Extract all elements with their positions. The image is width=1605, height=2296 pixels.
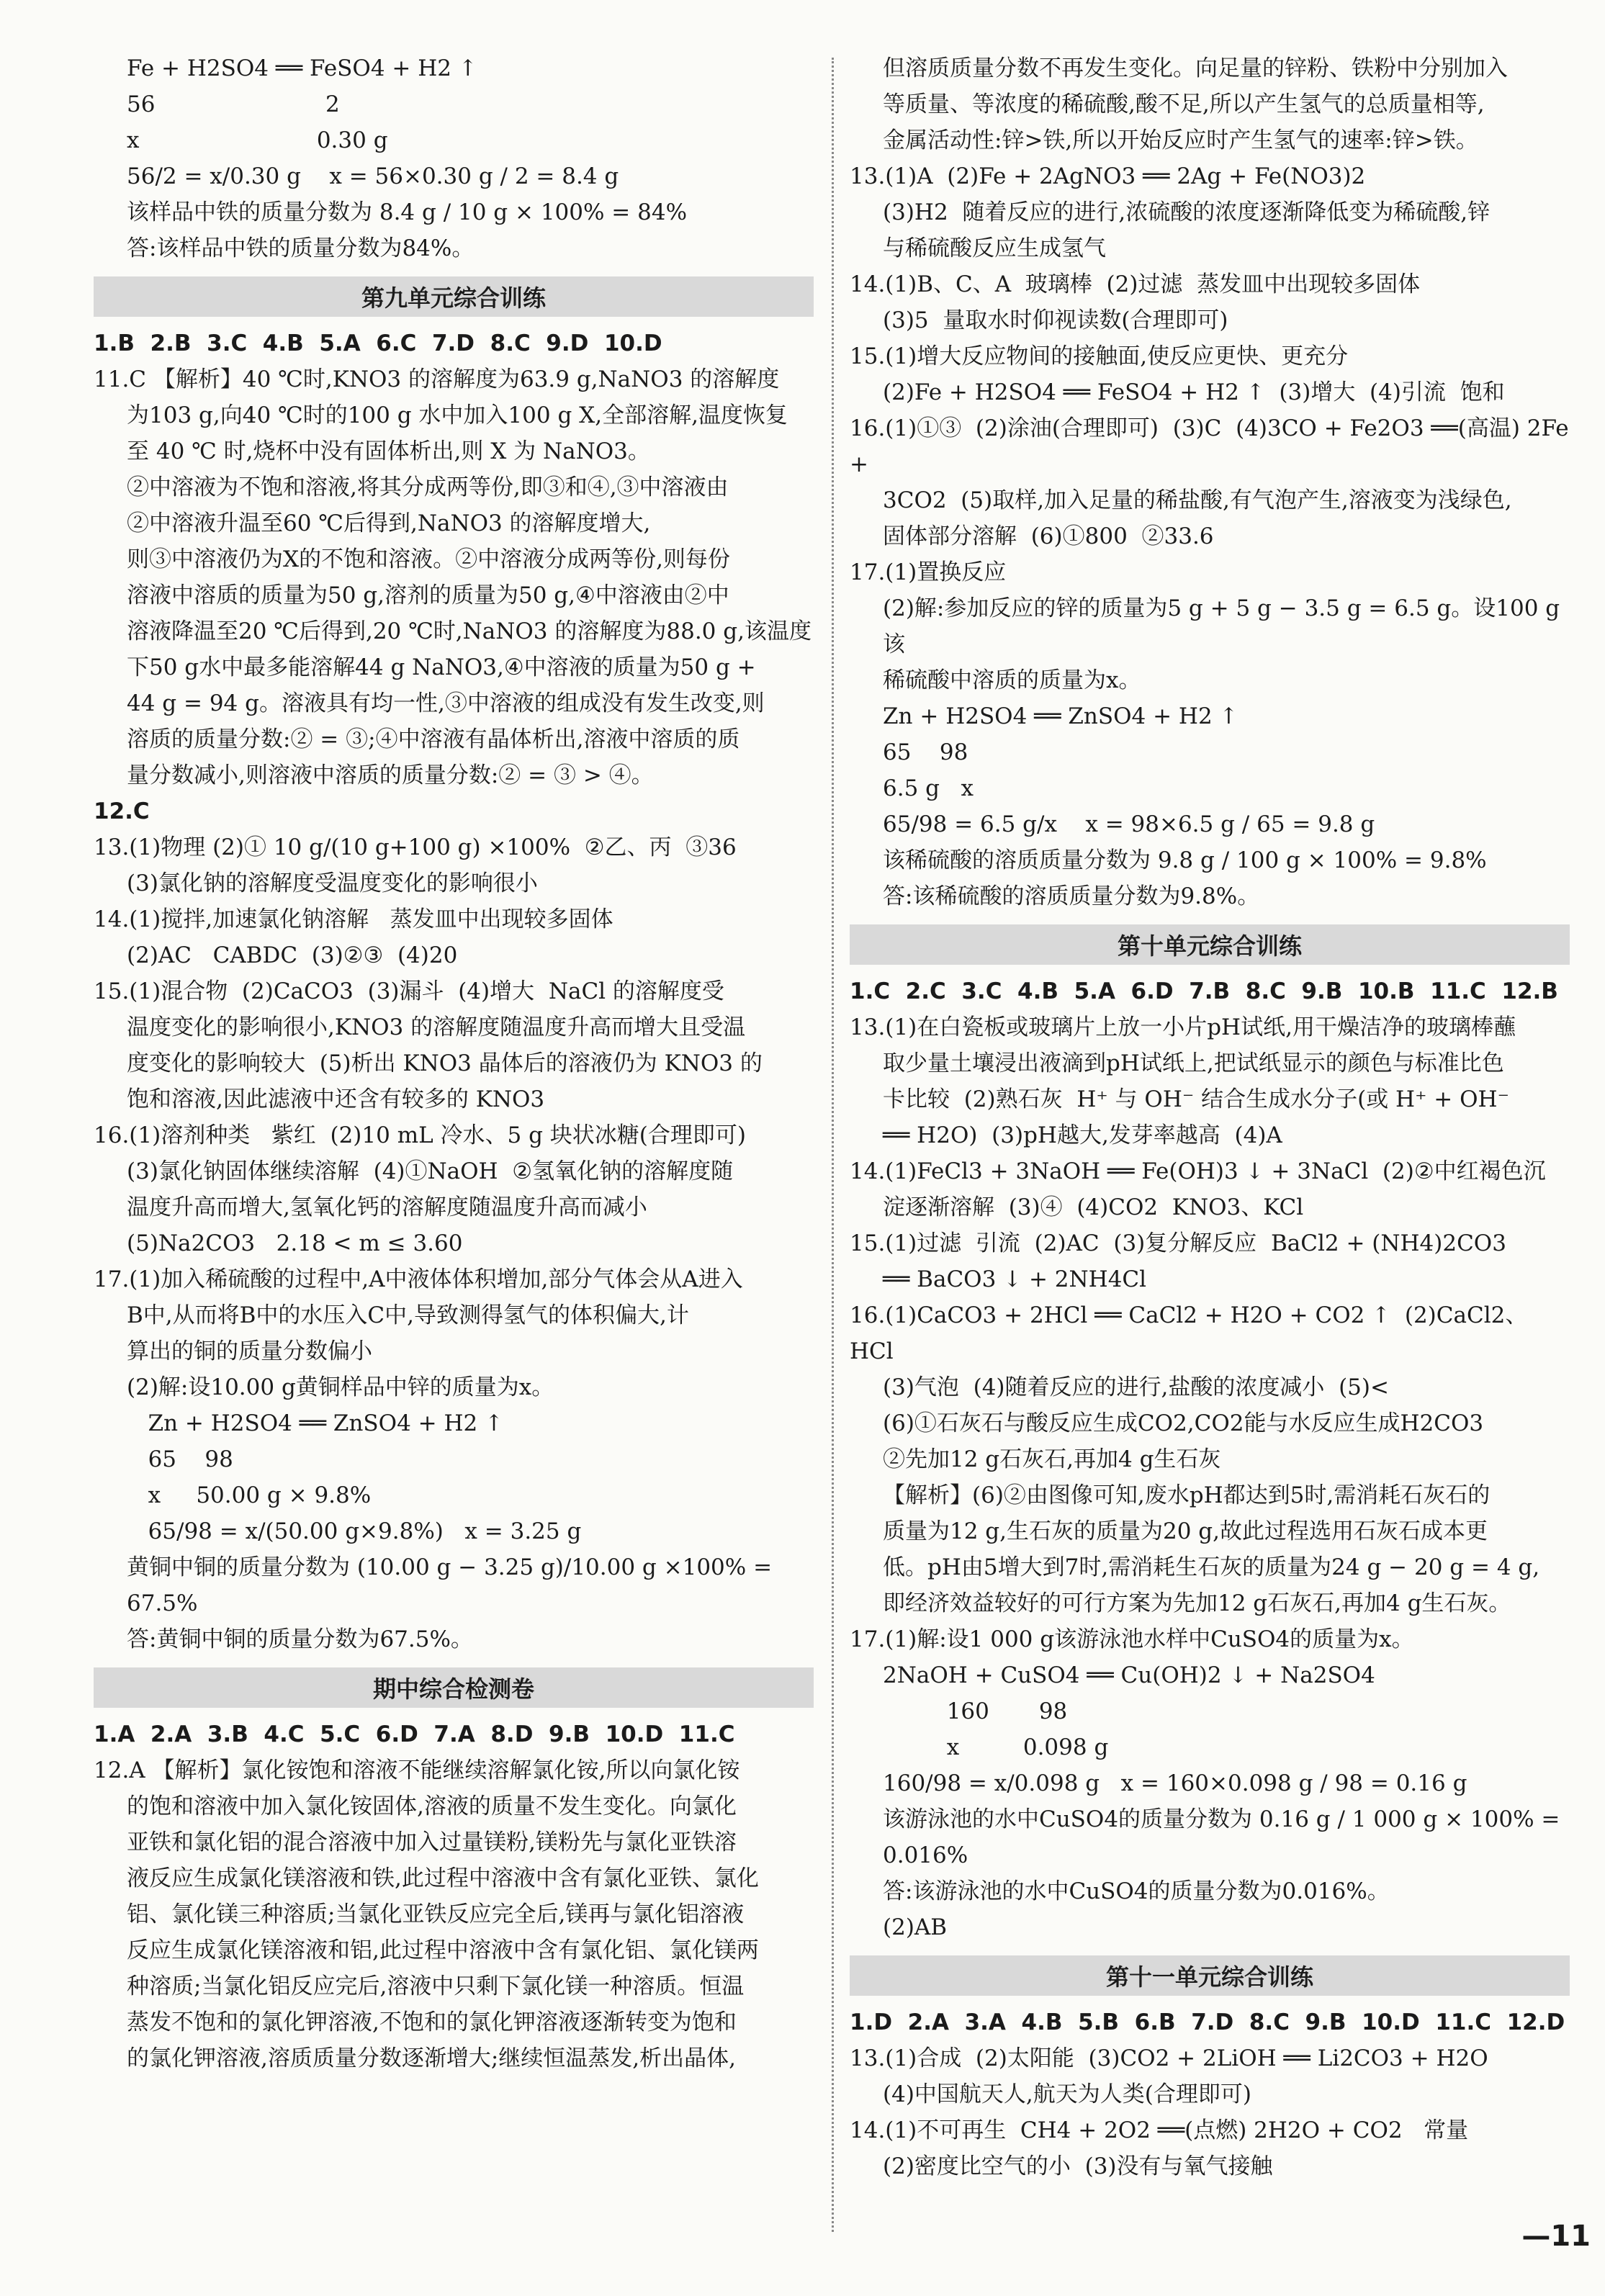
text-line: 14.(1)B、C、A 玻璃棒 (2)过滤 蒸发皿中出现较多固体: [850, 271, 1421, 297]
text-line: 铝、氯化镁三种溶质;当氯化亚铁反应完全后,镁再与氯化铝溶液: [127, 1901, 745, 1927]
text-line: (3)气泡 (4)随着反应的进行,盐酸的浓度减小 (5)<: [883, 1374, 1389, 1400]
text-line: x 0.098 g: [883, 1734, 1109, 1760]
text-line: 低。pH由5增大到7时,需消耗生石灰的质量为24 g − 20 g = 4 g,: [883, 1554, 1540, 1580]
text-line: 下50 g水中最多能溶解44 g NaNO3,④中溶液的质量为50 g +: [127, 654, 756, 680]
text-line: 饱和溶液,因此滤液中还含有较多的 KNO3: [127, 1086, 545, 1112]
text-line: 2NaOH + CuSO4 ══ Cu(OH)2 ↓ + Na2SO4: [883, 1662, 1375, 1688]
text-line: (2)AB: [883, 1914, 948, 1940]
text-line: 溶液中溶质的质量为50 g,溶剂的质量为50 g,④中溶液由②中: [127, 582, 729, 608]
text-line: (2)AC CABDC (3)②③ (4)20: [127, 942, 458, 968]
text-line: (2)Fe + H2SO4 ══ FeSO4 + H2 ↑ (3)增大 (4)引流 饱和: [883, 379, 1505, 405]
text-line: 160/98 = x/0.098 g x = 160×0.098 g / 98 = 0.16 g: [883, 1770, 1467, 1796]
text-line: ══ BaCO3 ↓ + 2NH4Cl: [883, 1266, 1147, 1292]
text-line: 度变化的影响较大 (5)析出 KNO3 晶体后的溶液仍为 KNO3 的: [127, 1050, 763, 1076]
text-line: 15.(1)增大反应物间的接触面,使反应更快、更充分: [850, 343, 1349, 369]
text-line: 65/98 = 6.5 g/x x = 98×6.5 g / 65 = 9.8 g: [883, 811, 1375, 837]
text-line: 11.C 【解析】40 ℃时,KNO3 的溶解度为63.9 g,NaNO3 的溶解度: [94, 366, 780, 392]
text-line: 56 2: [127, 91, 340, 117]
text-line: 65 98: [127, 1446, 233, 1472]
text-line: x 50.00 g × 9.8%: [127, 1482, 372, 1508]
text-line: 反应生成氯化镁溶液和铝,此过程中溶液中含有氯化铝、氯化镁两: [127, 1937, 759, 1963]
text-line: 15.(1)过滤 引流 (2)AC (3)复分解反应 BaCl2 + (NH4)2CO3: [850, 1230, 1506, 1256]
text-line: 为103 g,向40 ℃时的100 g 水中加入100 g X,全部溶解,温度恢复: [127, 402, 788, 428]
text-line: 即经济效益较好的可行方案为先加12 g石灰石,再加4 g生石灰。: [883, 1590, 1511, 1616]
text-line: 17.(1)置换反应: [850, 559, 1007, 585]
text-line: 液反应生成氯化镁溶液和铁,此过程中溶液中含有氯化亚铁、氯化: [127, 1865, 759, 1891]
text-line: 16.(1)溶剂种类 紫红 (2)10 mL 冷水、5 g 块状冰糖(合理即可): [94, 1122, 746, 1148]
text-line: 13.(1)合成 (2)太阳能 (3)CO2 + 2LiOH ══ Li2CO3 + H2O: [850, 2045, 1488, 2071]
text-line: 至 40 ℃ 时,烧杯中没有固体析出,则 X 为 NaNO3。: [127, 438, 650, 464]
text-line: 160 98: [883, 1698, 1068, 1724]
text-line: B中,从而将B中的水压入C中,导致测得氢气的体积偏大,计: [127, 1302, 689, 1328]
text-line: 65 98: [883, 739, 968, 765]
right-column: [850, 50, 1576, 2184]
text-line: 14.(1)不可再生 CH4 + 2O2 ══(点燃) 2H2O + CO2 常量: [850, 2117, 1469, 2143]
text-line: 17.(1)加入稀硫酸的过程中,A中液体体积增加,部分气体会从A进入: [94, 1266, 743, 1292]
text-line: 稀硫酸中溶质的质量为x。: [883, 667, 1141, 693]
text-line: 1.A 2.A 3.B 4.C 5.C 6.D 7.A 8.D 9.B 10.D 11.C: [94, 1721, 735, 1747]
text-line: 答:该稀硫酸的溶质质量分数为9.8%。: [883, 883, 1260, 909]
text-line: (2)解:设10.00 g黄铜样品中锌的质量为x。: [127, 1374, 554, 1400]
text-line: 12.A 【解析】氯化铵饱和溶液不能继续溶解氯化铵,所以向氯化铵: [94, 1757, 740, 1783]
text-line: 该稀硫酸的溶质质量分数为 9.8 g / 100 g × 100% = 9.8%: [883, 847, 1487, 873]
text-line: 65/98 = x/(50.00 g×9.8%) x = 3.25 g: [127, 1518, 582, 1544]
text-line: (5)Na2CO3 2.18 < m ≤ 3.60: [127, 1230, 463, 1256]
text-line: 卡比较 (2)熟石灰 H⁺ 与 OH⁻ 结合生成水分子(或 H⁺ + OH⁻: [883, 1086, 1509, 1112]
text-line: 但溶质质量分数不再发生变化。向足量的锌粉、铁粉中分别加入: [883, 55, 1508, 81]
text-line: 取少量土壤浸出液滴到pH试纸上,把试纸显示的颜色与标准比色: [883, 1050, 1504, 1076]
text-line: 13.(1)在白瓷板或玻璃片上放一小片pH试纸,用干燥洁净的玻璃棒蘸: [850, 1014, 1516, 1040]
text-line: 则③中溶液仍为X的不饱和溶液。②中溶液分成两等份,则每份: [127, 546, 730, 572]
text-line: 金属活动性:锌>铁,所以开始反应时产生氢气的速率:锌>铁。: [883, 127, 1478, 153]
text-line: (3)H2 随着反应的进行,浓硫酸的浓度逐渐降低变为稀硫酸,锌: [883, 199, 1491, 225]
text-line: 答:该游泳池的水中CuSO4的质量分数为0.016%。: [883, 1878, 1390, 1904]
text-line: 亚铁和氯化铝的混合溶液中加入过量镁粉,镁粉先与氯化亚铁溶: [127, 1829, 737, 1855]
text-line: (3)氯化钠的溶解度受温度变化的影响很小: [127, 870, 538, 896]
text-line: 等质量、等浓度的稀硫酸,酸不足,所以产生氢气的总质量相等,: [883, 91, 1485, 117]
text-line: 答:该样品中铁的质量分数为84%。: [127, 235, 475, 261]
text-line: 1.C 2.C 3.C 4.B 5.A 6.D 7.B 8.C 9.B 10.B 11.C 12.B: [850, 978, 1558, 1004]
section-header: 第十一单元综合训练: [850, 1955, 1570, 1996]
text-line: 16.(1)①③ (2)涂油(合理即可) (3)C (4)3CO + Fe2O3 ══(高温) 2Fe +: [850, 415, 1576, 477]
text-line: 该样品中铁的质量分数为 8.4 g / 10 g × 100% = 84%: [127, 199, 688, 225]
page-number: —11: [1521, 2220, 1591, 2253]
text-line: (3)氯化钠固体继续溶解 (4)①NaOH ②氢氧化钠的溶解度随: [127, 1158, 734, 1184]
text-line: (4)中国航天人,航天为人类(合理即可): [883, 2081, 1251, 2107]
text-line: 17.(1)解:设1 000 g该游泳池水样中CuSO4的质量为x。: [850, 1626, 1414, 1652]
text-line: 的饱和溶液中加入氯化铵固体,溶液的质量不发生变化。向氯化: [127, 1793, 737, 1819]
column-divider: [832, 58, 835, 2232]
text-line: Zn + H2SO4 ══ ZnSO4 + H2 ↑: [127, 1410, 504, 1436]
text-line: 该游泳池的水中CuSO4的质量分数为 0.16 g / 1 000 g × 100% = 0.016%: [883, 1806, 1568, 1868]
text-line: 15.(1)混合物 (2)CaCO3 (3)漏斗 (4)增大 NaCl 的溶解度受: [94, 978, 724, 1004]
text-line: 量分数减小,则溶液中溶质的质量分数:② = ③ > ④。: [127, 762, 654, 788]
text-line: 与稀硫酸反应生成氢气: [883, 235, 1106, 261]
text-line: 的氯化钾溶液,溶质质量分数逐渐增大;继续恒温蒸发,析出晶体,: [127, 2045, 737, 2071]
text-line: (2)解:参加反应的锌的质量为5 g + 5 g − 3.5 g = 6.5 g。设100 g该: [883, 595, 1560, 657]
left-column: [94, 50, 814, 2076]
text-line: ══ H2O) (3)pH越大,发芽率越高 (4)A: [883, 1122, 1282, 1148]
text-line: ②先加12 g石灰石,再加4 g生石灰: [883, 1446, 1221, 1472]
section-header: 期中综合检测卷: [94, 1667, 814, 1708]
text-line: 蒸发不饱和的氯化钾溶液,不饱和的氯化钾溶液逐渐转变为饱和: [127, 2009, 737, 2035]
text-line: (6)①石灰石与酸反应生成CO2,CO2能与水反应生成H2CO3: [883, 1410, 1484, 1436]
text-line: 答:黄铜中铜的质量分数为67.5%。: [127, 1626, 473, 1652]
text-line: x 0.30 g: [127, 127, 388, 153]
text-line: 44 g = 94 g。溶液具有均一性,③中溶液的组成没有发生改变,则: [127, 690, 765, 716]
text-line: 3CO2 (5)取样,加入足量的稀盐酸,有气泡产生,溶液变为浅绿色,: [883, 487, 1512, 513]
text-line: 溶质的质量分数:② = ③;④中溶液有晶体析出,溶液中溶质的质: [127, 726, 740, 752]
section-header: 第九单元综合训练: [94, 276, 814, 317]
text-line: 13.(1)物理 (2)① 10 g/(10 g+100 g) ×100% ②乙、丙 ③36: [94, 834, 737, 860]
text-line: 溶液降温至20 ℃后得到,20 ℃时,NaNO3 的溶解度为88.0 g,该温度: [127, 618, 812, 644]
text-line: 6.5 g x: [883, 775, 974, 801]
text-line: 质量为12 g,生石灰的质量为20 g,故此过程选用石灰石成本更: [883, 1518, 1488, 1544]
text-line: (3)5 量取水时仰视读数(合理即可): [883, 307, 1228, 333]
text-line: 黄铜中铜的质量分数为 (10.00 g − 3.25 g)/10.00 g ×100% = 67.5%: [127, 1554, 779, 1616]
text-line: 16.(1)CaCO3 + 2HCl ══ CaCl2 + H2O + CO2 ↑ (2)CaCl2、HCl: [850, 1302, 1528, 1364]
text-line: 1.D 2.A 3.A 4.B 5.B 6.B 7.D 8.C 9.B 10.D 11.C 12.D: [850, 2009, 1565, 2035]
text-line: 【解析】(6)②由图像可知,废水pH都达到5时,需消耗石灰石的: [883, 1482, 1491, 1508]
text-line: 1.B 2.B 3.C 4.B 5.A 6.C 7.D 8.C 9.D 10.D: [94, 330, 662, 356]
text-line: 12.C: [94, 798, 150, 824]
text-line: 温度升高而增大,氢氧化钙的溶解度随温度升高而减小: [127, 1194, 647, 1220]
text-line: 淀逐渐溶解 (3)④ (4)CO2 KNO3、KCl: [883, 1194, 1304, 1220]
text-line: 种溶质;当氯化铝反应完后,溶液中只剩下氯化镁一种溶质。恒温: [127, 1973, 745, 1999]
text-line: 56/2 = x/0.30 g x = 56×0.30 g / 2 = 8.4 g: [127, 163, 619, 189]
text-line: ②中溶液为不饱和溶液,将其分成两等份,即③和④,③中溶液由: [127, 474, 729, 500]
text-line: 13.(1)A (2)Fe + 2AgNO3 ══ 2Ag + Fe(NO3)2: [850, 163, 1366, 189]
text-line: Fe + H2SO4 ══ FeSO4 + H2 ↑: [127, 55, 477, 81]
text-line: Zn + H2SO4 ══ ZnSO4 + H2 ↑: [883, 703, 1238, 729]
text-line: 14.(1)FeCl3 + 3NaOH ══ Fe(OH)3 ↓ + 3NaCl (2)②中红褐色沉: [850, 1158, 1546, 1184]
text-line: 算出的铜的质量分数偏小: [127, 1338, 372, 1364]
text-line: 固体部分溶解 (6)①800 ②33.6: [883, 523, 1214, 549]
text-line: 14.(1)搅拌,加速氯化钠溶解 蒸发皿中出现较多固体: [94, 906, 613, 932]
text-line: ②中溶液升温至60 ℃后得到,NaNO3 的溶解度增大,: [127, 510, 651, 536]
text-line: (2)密度比空气的小 (3)没有与氧气接触: [883, 2153, 1273, 2179]
section-header: 第十单元综合训练: [850, 924, 1570, 965]
text-line: 温度变化的影响很小,KNO3 的溶解度随温度升高而增大且受温: [127, 1014, 746, 1040]
